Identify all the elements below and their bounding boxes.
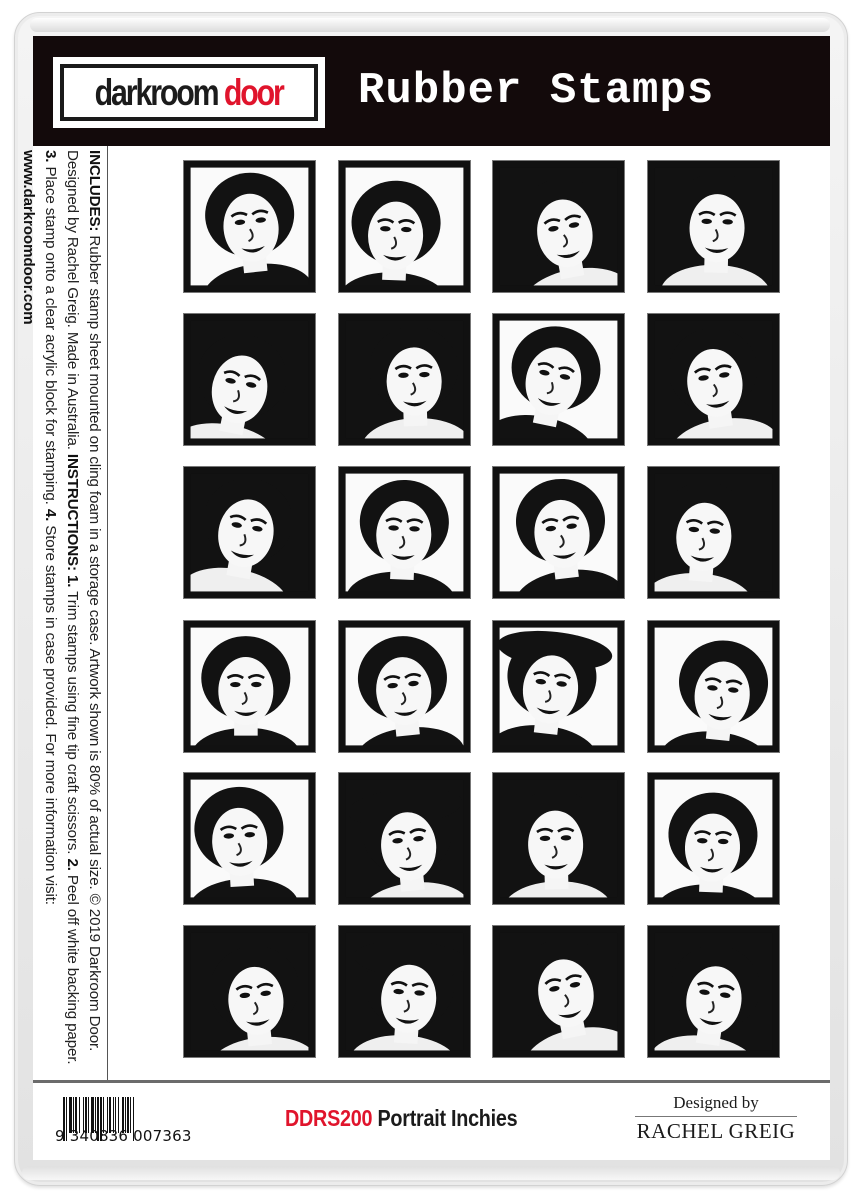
designer-credit (631, 1093, 801, 1142)
portrait-stamp (338, 313, 471, 446)
info-panel (20, 146, 108, 1080)
product-card (20, 36, 830, 1160)
portrait-image (493, 621, 624, 752)
portrait-image (493, 926, 624, 1057)
instructions-label: INSTRUCTIONS: (64, 453, 81, 571)
info-text (20, 150, 105, 1076)
product-sku: DDRS200 (285, 1105, 373, 1131)
designer-rule (635, 1116, 797, 1117)
portrait-image (184, 161, 315, 292)
website-link[interactable]: www.darkroomdoor.com (20, 150, 37, 325)
barcode-number: 9 340836 007363 (55, 1127, 192, 1145)
portrait-image (339, 621, 470, 752)
portrait-image (493, 314, 624, 445)
portrait-image (339, 467, 470, 598)
portrait-image (184, 467, 315, 598)
portrait-stamp (492, 160, 625, 293)
portrait-stamp (338, 925, 471, 1058)
portrait-stamp (647, 313, 780, 446)
header-banner (33, 36, 830, 146)
logo-text (95, 74, 283, 111)
includes-label: INCLUDES: (86, 150, 103, 232)
logo-word-darkroom: darkroom (94, 72, 218, 113)
brand-logo (53, 57, 325, 128)
page-title: Rubber Stamps (358, 66, 715, 116)
portrait-stamp (183, 466, 316, 599)
portrait-stamp (647, 160, 780, 293)
step4-label: 4. (42, 508, 59, 522)
portrait-stamp (183, 620, 316, 753)
product-title (285, 1105, 517, 1132)
portrait-stamp (647, 772, 780, 905)
portrait-image (339, 161, 470, 292)
portrait-image (339, 926, 470, 1057)
portrait-stamp (338, 160, 471, 293)
portrait-stamp (492, 620, 625, 753)
portrait-stamp (647, 620, 780, 753)
portrait-stamp (183, 313, 316, 446)
includes-text: Rubber stamp sheet mounted on cling foam in a storage case. Artwork shown is 80% of actual size. © 2019 Darkroom Door. Designed by Rachel Greig. Made in Australia. (64, 150, 103, 1052)
logo-word-door: door (224, 72, 284, 113)
logo-frame (60, 64, 318, 121)
portrait-image (339, 314, 470, 445)
footer (33, 1083, 830, 1160)
portrait-image (493, 161, 624, 292)
portrait-stamp (183, 160, 316, 293)
barcode-bar (134, 1097, 135, 1098)
portrait-image (184, 773, 315, 904)
portrait-stamp (492, 313, 625, 446)
portrait-image (493, 773, 624, 904)
barcode (55, 1097, 192, 1149)
stamp-grid (108, 146, 830, 1080)
step2-text: Peel off white backing paper. (64, 870, 81, 1065)
portrait-stamp (647, 925, 780, 1058)
step1-text: Trim stamps using fine tip craft scissors. (64, 587, 81, 859)
portrait-image (648, 621, 779, 752)
portrait-image (648, 161, 779, 292)
portrait-stamp (647, 466, 780, 599)
portrait-image (648, 467, 779, 598)
designed-by-label: Designed by (673, 1093, 759, 1112)
step1-label: 1. (64, 570, 81, 588)
portrait-image (184, 621, 315, 752)
portrait-stamp (183, 925, 316, 1058)
step3-text: Place stamp onto a clear acrylic block for stamping. (42, 162, 59, 509)
portrait-image (184, 926, 315, 1057)
case-lip-top (30, 18, 830, 32)
designer-name: RACHEL GREIG (636, 1119, 796, 1143)
step4-text: Store stamps in case provided. For more information visit: (42, 521, 59, 905)
portrait-stamp (338, 620, 471, 753)
portrait-stamp (183, 772, 316, 905)
product-name: Portrait Inchies (377, 1105, 518, 1131)
portrait-image (648, 773, 779, 904)
portrait-stamp (492, 925, 625, 1058)
portrait-stamp (338, 772, 471, 905)
portrait-image (184, 314, 315, 445)
portrait-stamp (492, 466, 625, 599)
portrait-image (493, 467, 624, 598)
portrait-stamp (492, 772, 625, 905)
portrait-image (648, 314, 779, 445)
step2-label: 2. (64, 858, 81, 871)
step3-label: 3. (42, 150, 59, 163)
portrait-image (648, 926, 779, 1057)
portrait-stamp (338, 466, 471, 599)
portrait-image (339, 773, 470, 904)
case-lip-bottom (22, 1166, 840, 1180)
